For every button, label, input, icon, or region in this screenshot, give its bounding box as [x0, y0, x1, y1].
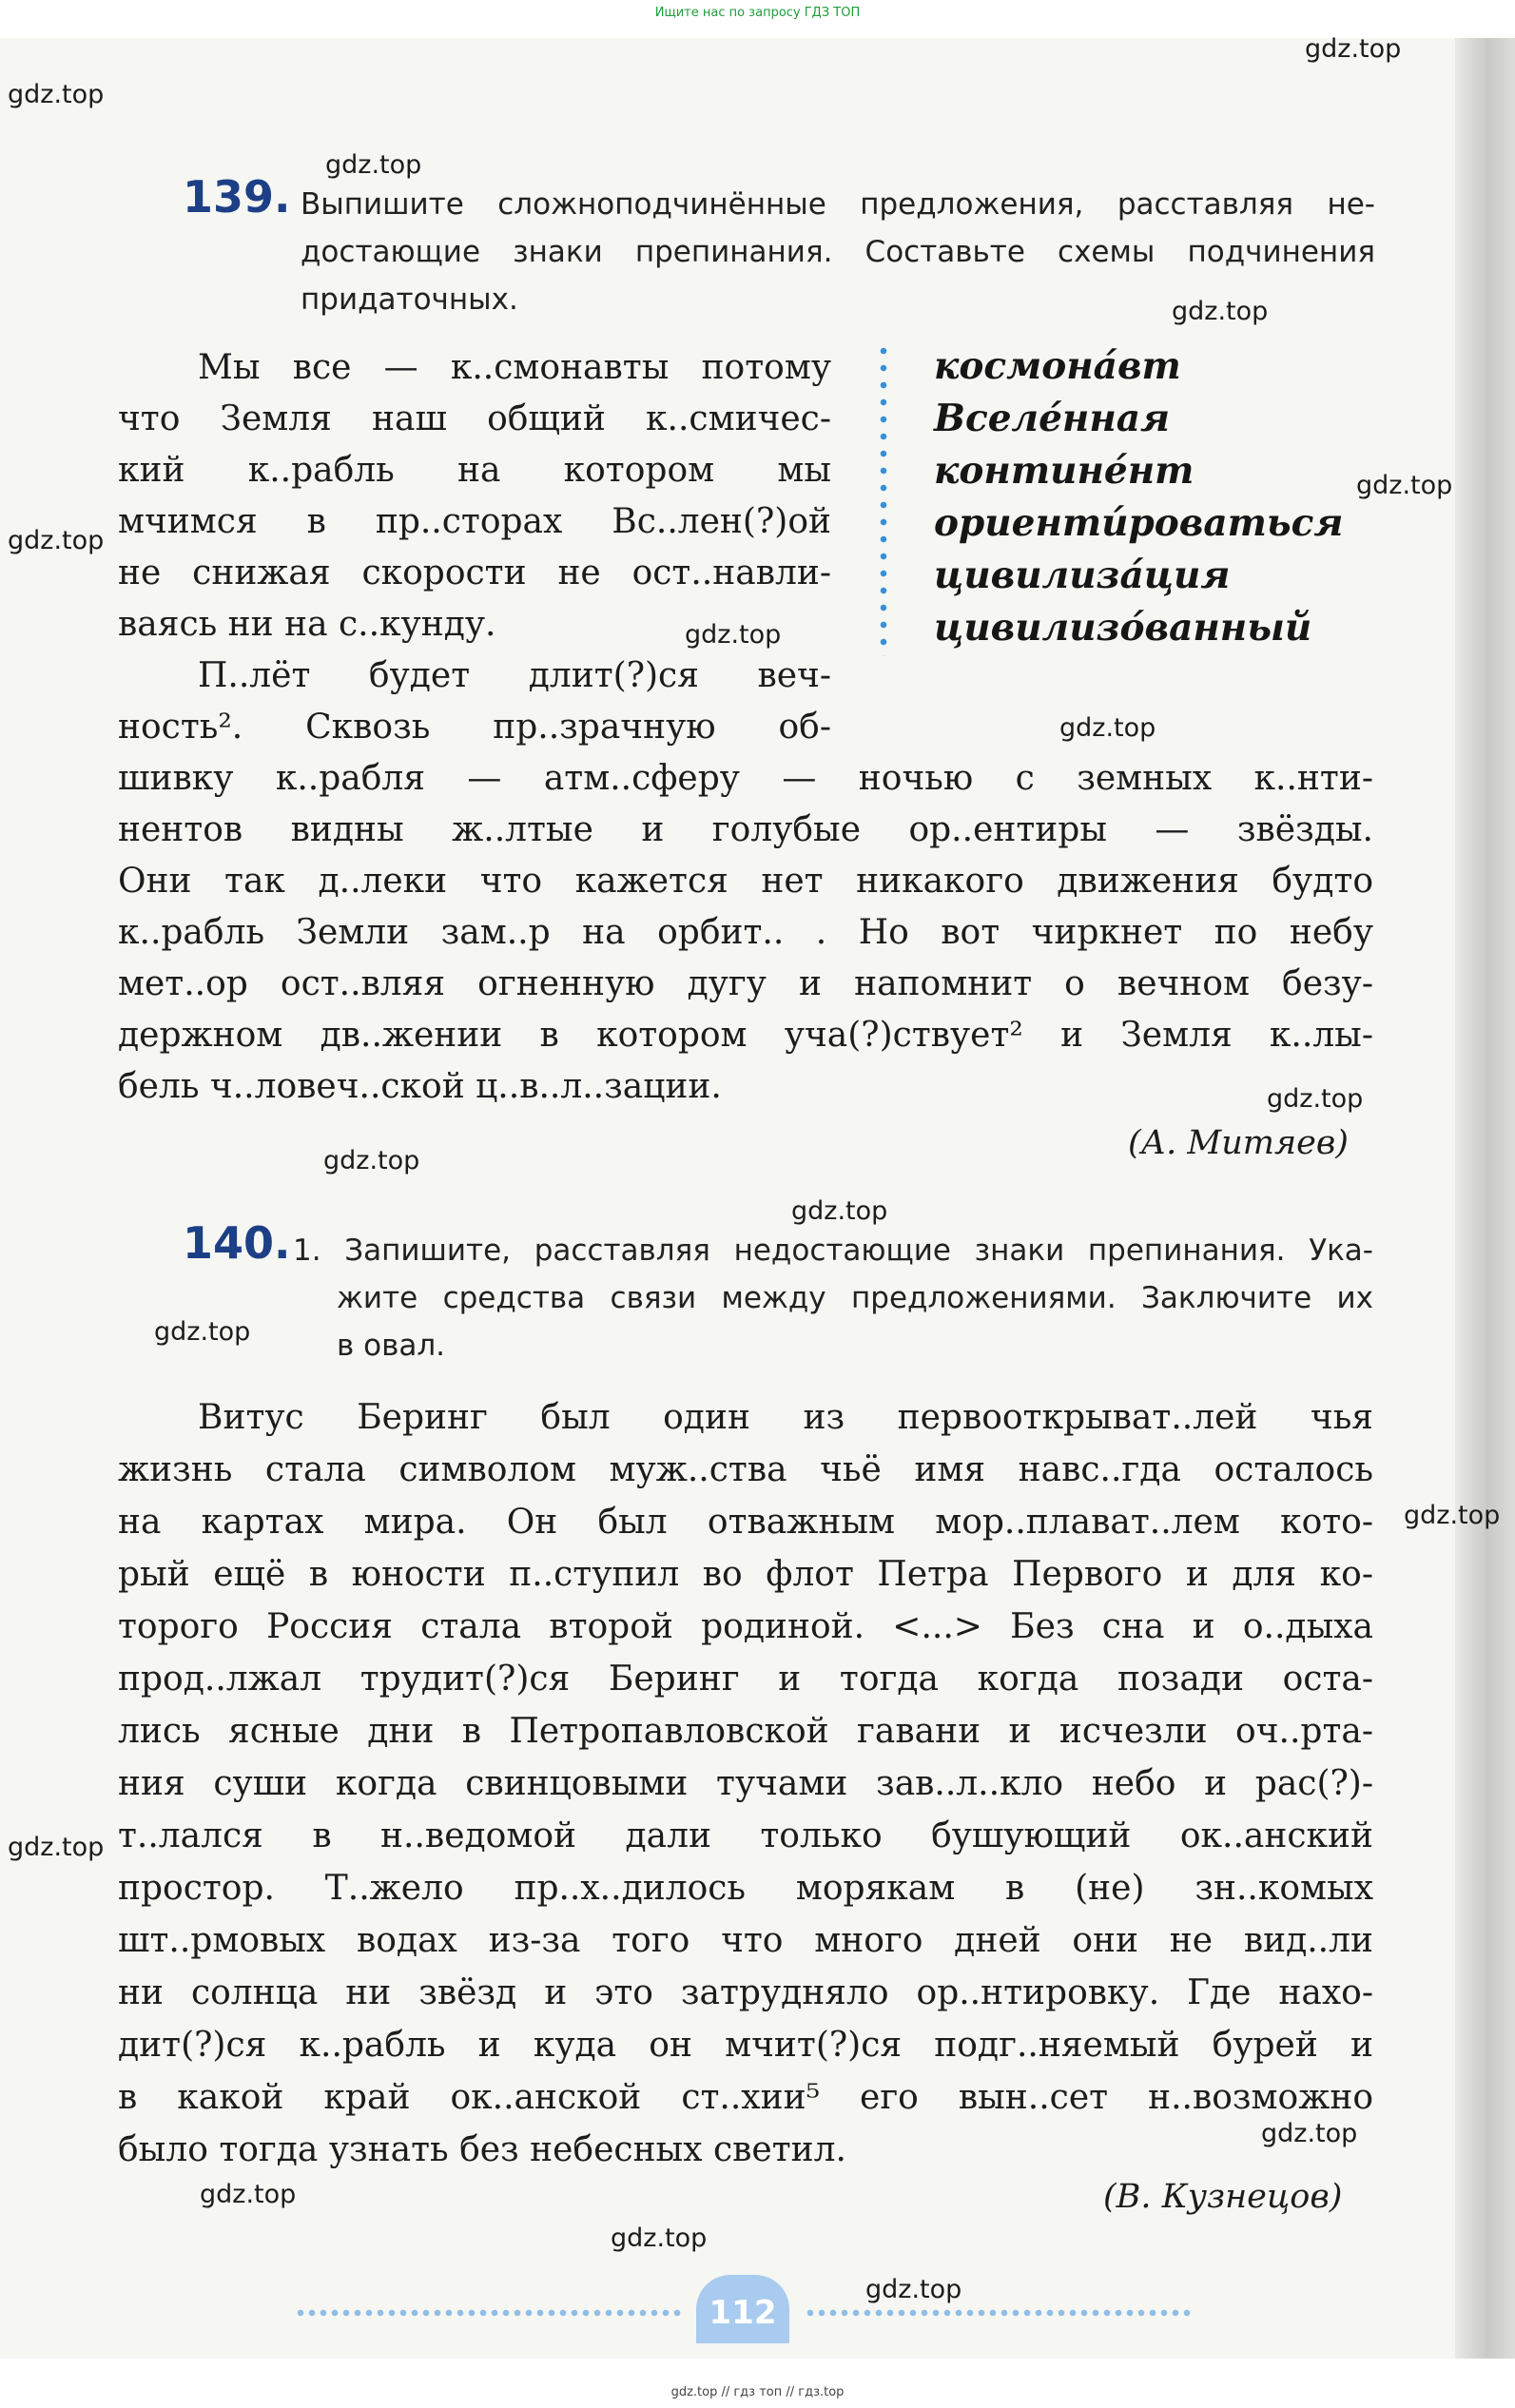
task-line: жите средства связи между предложениями. Заключите их — [337, 1281, 1373, 1315]
text-line: ни солнца ни звёзд и это затрудняло ор..нтировку. Где нахо- — [118, 1973, 1373, 2012]
task-instruction — [293, 1227, 1373, 1369]
vocabulary-word: цивилиза́ция — [934, 553, 1231, 597]
watermark: gdz.top — [791, 1196, 888, 1226]
watermark: gdz.top — [865, 2275, 962, 2304]
task-line: достающие знаки препинания. Составьте схемы подчинения — [301, 235, 1375, 269]
vocabulary-word: Вселе́нная — [934, 397, 1171, 440]
vocabulary-word: контине́нт — [934, 449, 1195, 493]
watermark: gdz.top — [1404, 1501, 1501, 1530]
vocabulary-divider — [880, 342, 887, 656]
text-line: Мы все — к..смонавты потому — [198, 348, 831, 387]
text-line: кий к..рабль на котором мы — [118, 451, 831, 490]
watermark: gdz.top — [8, 1833, 105, 1862]
text-line: шт..рмовых водах из-за того что много дней они не вид..ли — [118, 1921, 1373, 1960]
text-line: не снижая скорости не ост..навли- — [118, 553, 831, 592]
page-number: 112 — [696, 2275, 789, 2343]
text-line: нентов видны ж..лтые и голубые ор..ентиры — звёзды. — [118, 810, 1373, 849]
text-line: П..лёт будет длит(?)ся веч- — [198, 656, 831, 695]
text-line: т..лался в н..ведомой дали только бушующий ок..анский — [118, 1816, 1373, 1855]
vocabulary-word: космона́вт — [934, 344, 1181, 388]
footer-dots-left — [295, 2309, 685, 2317]
text-line: шивку к..рабля — атм..сферу — ночью с земных к..нти- — [118, 759, 1373, 798]
watermark: gdz.top — [325, 150, 422, 180]
text-line: бель ч..ловеч..ской ц..в..л..зации. — [118, 1067, 722, 1106]
watermark: gdz.top — [1059, 713, 1156, 743]
exercise-number: 140. — [183, 1217, 291, 1269]
watermark: gdz.top — [611, 2224, 708, 2253]
watermark: gdz.top — [8, 80, 105, 109]
task-line: Выпишите сложноподчинённые предложения, расставляя не- — [301, 187, 1375, 222]
text-line: прод..лжал трудит(?)ся Беринг и тогда когда позади оста- — [118, 1660, 1373, 1699]
text-line: держном дв..жении в котором уча(?)ствует² и Земля к..лы- — [118, 1016, 1373, 1055]
text-line: к..рабль Земли зам..р на орбит.. . Но вот чиркнет по небу — [118, 913, 1373, 952]
watermark: gdz.top — [154, 1317, 251, 1347]
footer-dots-right — [805, 2309, 1195, 2317]
text-line: мчимся в пр..сторах Вс..лен(?)ой — [118, 502, 831, 541]
vocabulary-word: цивилизо́ванный — [934, 606, 1312, 650]
watermark: gdz.top — [323, 1146, 420, 1175]
task-line: в овал. — [337, 1329, 446, 1363]
text-line: ния суши когда свинцовыми тучами зав..л..кло небо и рас(?)- — [118, 1764, 1373, 1803]
vocabulary-word: ориенти́роваться — [934, 501, 1344, 545]
watermark: gdz.top — [1172, 297, 1269, 326]
author-attribution: (В. Кузнецов) — [1103, 2178, 1343, 2216]
watermark: gdz.top — [685, 620, 782, 650]
exercise-number: 139. — [183, 171, 291, 223]
text-line: мет..ор ост..вляя огненную дугу и напомнит о вечном безу- — [118, 964, 1373, 1003]
text-line: ваясь ни на с..кунду. — [118, 605, 496, 644]
bottom-banner: gdz.top // гдз топ // гдз.top — [670, 2385, 845, 2399]
watermark: gdz.top — [1261, 2119, 1358, 2148]
author-attribution: (А. Митяев) — [1128, 1124, 1349, 1162]
top-banner: Ищите нас по запросу ГДЗ ТОП — [654, 6, 861, 20]
text-line: что Земля наш общий к..смичес- — [118, 399, 831, 438]
watermark: gdz.top — [8, 526, 105, 555]
text-line: простор. Т..жело пр..х..дилось морякам в (не) зн..комых — [118, 1869, 1373, 1908]
text-line: ность². Сквозь пр..зрачную об- — [118, 708, 831, 747]
watermark: gdz.top — [200, 2180, 297, 2209]
text-line: в какой край ок..анской ст..хии⁵ его вын..сет н..возможно — [118, 2078, 1373, 2117]
text-line: на картах мира. Он был отважным мор..плават..лем кото- — [118, 1503, 1373, 1542]
task-instruction — [301, 181, 1375, 323]
text-line: торого Россия стала второй родиной. <...> Без сна и о..дыха — [118, 1607, 1373, 1646]
task-line: придаточных. — [301, 282, 518, 317]
text-line: лись ясные дни в Петропавловской гавани и исчезли оч..рта- — [118, 1712, 1373, 1751]
watermark: gdz.top — [1305, 34, 1402, 64]
text-line: было тогда узнать без небесных светил. — [118, 2130, 846, 2169]
book-spine-shadow — [1455, 38, 1515, 2359]
text-line: Витус Беринг был один из первооткрыват..лей чья — [198, 1398, 1373, 1437]
text-line: жизнь стала символом муж..ства чьё имя навс..гда осталось — [118, 1450, 1373, 1489]
text-line: рый ещё в юности п..ступил во флот Петра Первого и для ко- — [118, 1555, 1373, 1594]
task-line: 1. Запишите, расставляя недостающие знаки препинания. Ука- — [293, 1233, 1373, 1268]
watermark: gdz.top — [1356, 471, 1453, 500]
text-line: дит(?)ся к..рабль и куда он мчит(?)ся подг..няемый бурей и — [118, 2026, 1373, 2065]
watermark: gdz.top — [1267, 1084, 1364, 1114]
text-line: Они так д..леки что кажется нет никакого движения будто — [118, 862, 1373, 901]
